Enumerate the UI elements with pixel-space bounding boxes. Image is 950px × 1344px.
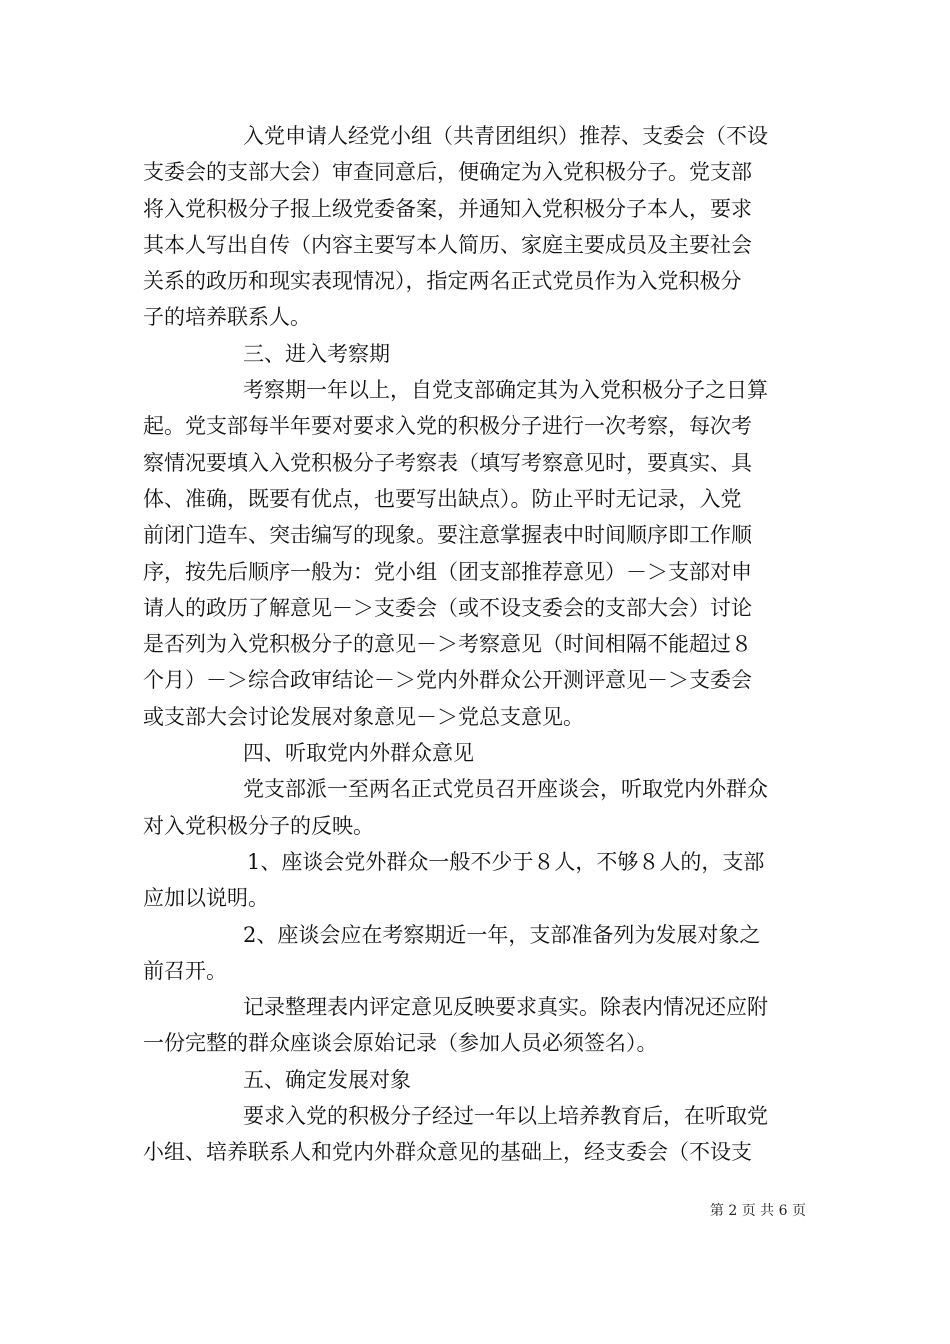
paragraph-line: 支委会的支部大会）审查同意后，便确定为入党积极分子。党支部 xyxy=(143,160,752,185)
paragraph-line: 记录整理表内评定意见反映要求真实。除表内情况还应附 xyxy=(243,995,768,1020)
paragraph-line: 个月）－＞综合政审结论－＞党内外群众公开测评意见－＞支委会 xyxy=(143,668,752,693)
paragraph-line: 或支部大会讨论发展对象意见－＞党总支意见。 xyxy=(143,704,584,729)
paragraph-line: 关系的政历和现实表现情况），指定两名正式党员作为入党积极分 xyxy=(143,269,742,294)
paragraph-line: 小组、培养联系人和党内外群众意见的基础上，经支委会（不设支 xyxy=(143,1140,752,1165)
paragraph-line: 前召开。 xyxy=(143,958,227,983)
paragraph-line: 党支部派一至两名正式党员召开座谈会，听取党内外群众 xyxy=(243,777,768,802)
section-heading: 四、听取党内外群众意见 xyxy=(243,741,474,766)
list-item: 1、座谈会党外群众一般不少于８人，不够８人的，支部 xyxy=(247,849,765,874)
paragraph-line: 起。党支部每半年要对要求入党的积极分子进行一次考察，每次考 xyxy=(143,414,752,439)
document-body xyxy=(143,118,807,1171)
paragraph-line: 是否列为入党积极分子的意见－＞考察意见（时间相隔不能超过８ xyxy=(143,632,752,657)
paragraph-line: 察情况要填入入党积极分子考察表（填写考察意见时，要真实、具 xyxy=(143,450,752,475)
paragraph-line: 对入党积极分子的反映。 xyxy=(143,813,374,838)
paragraph-line: 请人的政历了解意见－＞支委会（或不设支委会的支部大会）讨论 xyxy=(143,595,752,620)
paragraph-line: 序，按先后顺序一般为：党小组（团支部推荐意见）－＞支部对申 xyxy=(143,559,752,584)
paragraph-line: 考察期一年以上，自党支部确定其为入党积极分子之日算 xyxy=(243,378,768,403)
paragraph-line: 入党申请人经党小组（共青团组织）推荐、支委会（不设 xyxy=(243,124,768,148)
section-heading: 五、确定发展对象 xyxy=(243,1067,411,1092)
page-number: 第 2 页 共 6 页 xyxy=(709,1203,806,1219)
paragraph-line: 其本人写出自传（内容主要写本人简历、家庭主要成员及主要社会 xyxy=(143,232,752,257)
paragraph-line: 体、准确，既要有优点，也要写出缺点）。防止平时无记录，入党 xyxy=(143,486,742,511)
paragraph-line: 前闭门造车、突击编写的现象。要注意掌握表中时间顺序即工作顺 xyxy=(143,523,752,548)
section-heading: 三、进入考察期 xyxy=(243,341,390,366)
list-item: 2、座谈会应在考察期近一年，支部准备列为发展对象之 xyxy=(243,922,761,947)
paragraph-line: 子的培养联系人。 xyxy=(143,305,311,330)
paragraph-line: 一份完整的群众座谈会原始记录（参加人员必须签名）。 xyxy=(143,1031,658,1056)
paragraph-line: 要求入党的积极分子经过一年以上培养教育后，在听取党 xyxy=(243,1104,768,1129)
paragraph-line: 将入党积极分子报上级党委备案，并通知入党积极分子本人，要求 xyxy=(143,196,752,221)
paragraph-line: 应加以说明。 xyxy=(143,886,269,911)
